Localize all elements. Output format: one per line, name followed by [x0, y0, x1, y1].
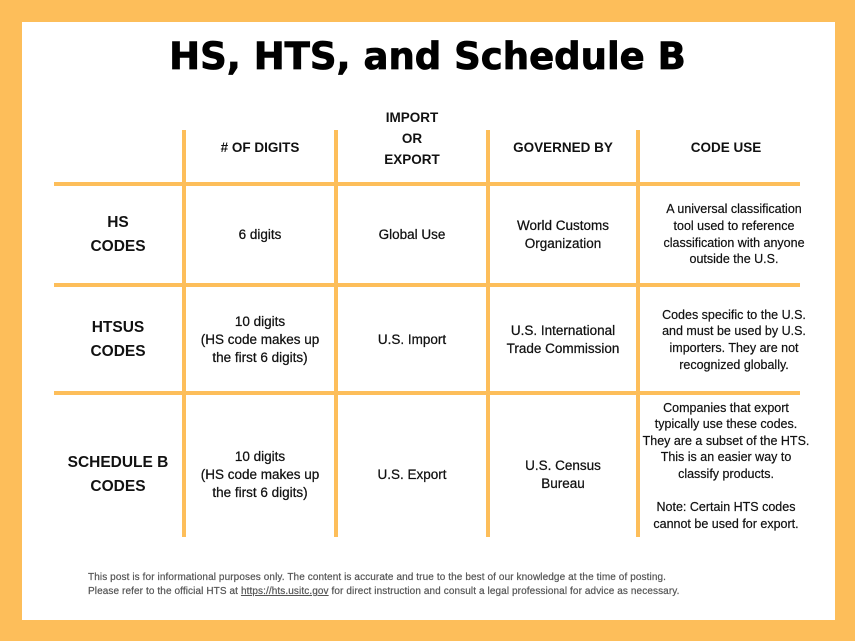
cell-schedule-b-digits: 10 digits (HS code makes up the first 6 digits)	[200, 449, 320, 500]
row-label-schedule-b: SCHEDULE B CODES	[67, 454, 169, 495]
cell-hs-import-export: Global Use	[378, 226, 446, 242]
header-digits: # OF DIGITS	[220, 139, 300, 155]
disclaimer-line-1: This post is for informational purposes only. The content is accurate and true to the best of our knowledge at the time of posting.	[88, 572, 667, 583]
cell-schedule-b-code-use: Companies that export typically use these codes. They are a subset of the HTS. This is an easier way to classify products. Note: Certain HTS codes cannot be used for export.	[642, 400, 810, 531]
cell-htsus-digits: 10 digits (HS code makes up the first 6 digits)	[200, 314, 320, 365]
cell-htsus-import-export: U.S. Import	[377, 332, 447, 347]
hts-link[interactable]: https://hts.usitc.gov	[240, 586, 329, 597]
header-governed-by: GOVERNED BY	[513, 139, 613, 155]
cell-hs-code-use: A universal classification tool used to reference classification with anyone outside the U.S.	[663, 202, 805, 267]
row-label-hs: HS CODES	[90, 213, 146, 255]
header-code-use: CODE USE	[690, 139, 762, 155]
disclaimer-text: Please refer to the official HTS at	[88, 586, 241, 597]
header-import-export: IMPORT OR EXPORT	[384, 109, 440, 167]
cell-hs-governed-by: World Customs Organization	[516, 217, 610, 251]
page-title: HS, HTS, and Schedule B	[169, 35, 686, 78]
row-label-htsus: HTSUS CODES	[90, 319, 146, 360]
disclaimer-text: for direct instruction and consult a legal professional for advice as necessary.	[328, 586, 680, 597]
cell-hs-digits: 6 digits	[238, 226, 282, 242]
disclaimer	[88, 571, 680, 599]
cell-htsus-governed-by: U.S. International Trade Commission	[506, 323, 620, 356]
cell-htsus-code-use: Codes specific to the U.S. and must be used by U.S. importers. They are not recognized globally.	[662, 307, 806, 372]
cell-schedule-b-import-export: U.S. Export	[377, 467, 447, 482]
cell-schedule-b-governed-by: U.S. Census Bureau	[525, 458, 601, 491]
disclaimer-line-2	[88, 585, 680, 599]
